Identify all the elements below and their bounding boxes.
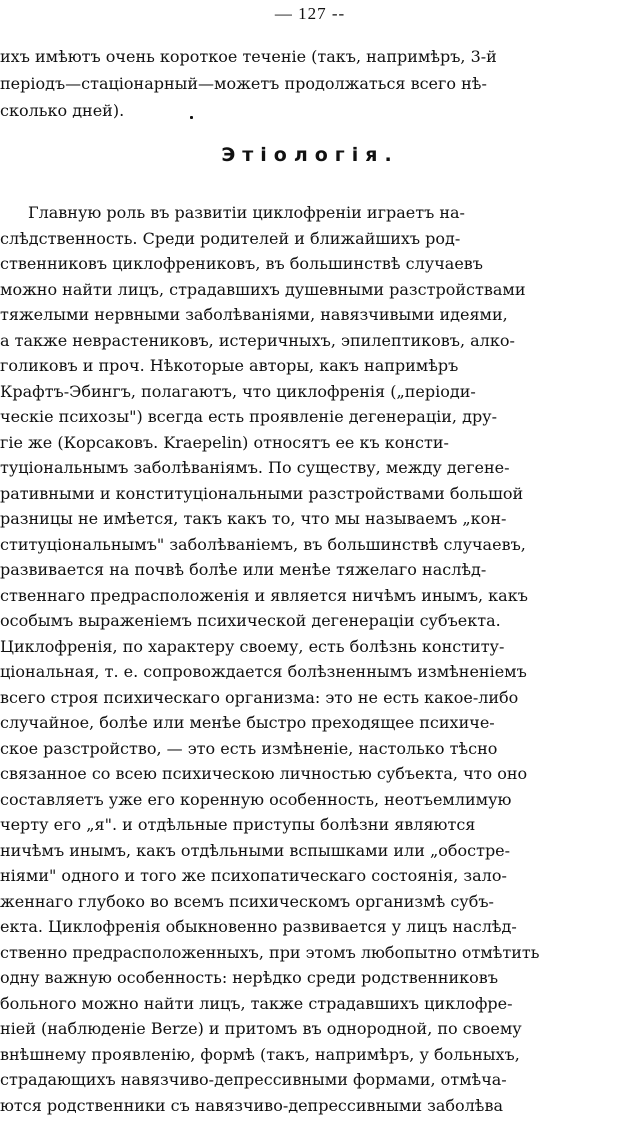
text-line: Циклофренія, по характеру своему, есть болѣзнь конститу- [0, 636, 505, 656]
text-line: внѣшнему проявленію, формѣ (такъ, напримѣръ, у больныхъ, [0, 1044, 520, 1064]
section-heading: Этіологія. [221, 144, 399, 166]
text-line: одну важную особенность: нерѣдко среди родственниковъ [0, 968, 498, 987]
text-line: черту его „я". и отдѣльные приступы болѣзни являются [0, 815, 476, 834]
text-line: ституціональнымъ" заболѣваніемъ, въ большинствѣ случаевъ, [0, 534, 526, 554]
text-line: разницы не имѣется, такъ какъ то, что мы называемъ „кон- [0, 509, 507, 528]
text-line: ніями" одного и того же психопатическаго состоянія, зало- [0, 866, 507, 885]
text-line: всего строя психическаго организма: это не есть какое-либо [0, 687, 519, 707]
text-line: больного можно найти лицъ, также страдавшихъ циклофре- [0, 993, 513, 1013]
text-line: развивается на почвѣ болѣе или менѣе тяжелаго наслѣд- [0, 560, 487, 579]
text-line: ческіе психозы") всегда есть проявленіе дегенераціи, дру- [0, 407, 497, 426]
text-line: екта. Циклофренія обыкновенно развивается у лицъ наслѣд- [0, 917, 517, 936]
text-line: гіе же (Корсаковъ. Kraepelin) относятъ ее къ консти- [0, 432, 449, 452]
text-line: страдающихъ навязчиво-депрессивными формами, отмѣча- [0, 1070, 507, 1089]
text-line: періодъ—стаціонарный—можетъ продолжаться всего нѣ- [0, 74, 487, 93]
text-line: слѣдственность. Среди родителей и ближайшихъ род- [0, 228, 461, 248]
text-line: голиковъ и проч. Нѣкоторые авторы, какъ напримѣръ [0, 356, 459, 375]
text-line: туціональнымъ заболѣваніямъ. По существу, между дегене- [0, 458, 510, 477]
text-line: ются родственники съ навязчиво-депрессивными заболѣва [0, 1095, 503, 1115]
text-line: составляетъ уже его коренную особенность, неотъемлимую [0, 789, 512, 809]
text-line: женнаго глубоко во всемъ психическомъ организмѣ субъ- [0, 891, 494, 911]
page-number: — 127 -- [274, 4, 346, 23]
text-line: ративными и конституціональными разстройствами большой [0, 483, 524, 503]
text-line: особымъ выраженіемъ психической дегенераціи субъекта. [0, 611, 501, 630]
text-line: ственниковъ циклофрениковъ, въ большинствѣ случаевъ [0, 254, 483, 273]
text-line: а также неврастениковъ, истеричныхъ, эпилептиковъ, алко- [0, 330, 515, 350]
text-line: ихъ имѣютъ очень короткое теченіе (такъ, напримѣръ, 3-й [0, 47, 497, 66]
text-line: можно найти лицъ, страдавшихъ душевными разстройствами [0, 279, 526, 299]
text-line: тяжелыми нервными заболѣваніями, навязчивыми идеями, [0, 305, 508, 324]
text-line: Крафтъ-Эбингъ, полагаютъ, что циклофренія („періоди- [0, 381, 476, 401]
text-line: сколько дней). [0, 101, 125, 120]
text-line: ственно предрасположенныхъ, при этомъ любопытно отмѣтить [0, 942, 540, 962]
text-line: ское разстройство, — это есть измѣненіе, настолько тѣсно [0, 738, 498, 758]
text-line: случайное, болѣе или менѣе быстро преходящее психиче- [0, 713, 495, 732]
text-line: ціональная, т. е. сопровождается болѣзненнымъ измѣненіемъ [0, 662, 527, 681]
text-line: ственнаго предрасположенія и является ничѣмъ инымъ, какъ [0, 585, 528, 605]
text-line: Главную роль въ развитіи циклофреніи играетъ на- [28, 203, 465, 222]
text-line: ніей (наблюденіе Berze) и притомъ въ однородной, по своему [0, 1019, 522, 1038]
text-line: ничѣмъ инымъ, какъ отдѣльными вспышками или „обостре- [0, 840, 511, 860]
text-line: связанное со всею психическою личностью субъекта, что оно [0, 764, 528, 783]
ink-speck [190, 116, 193, 119]
